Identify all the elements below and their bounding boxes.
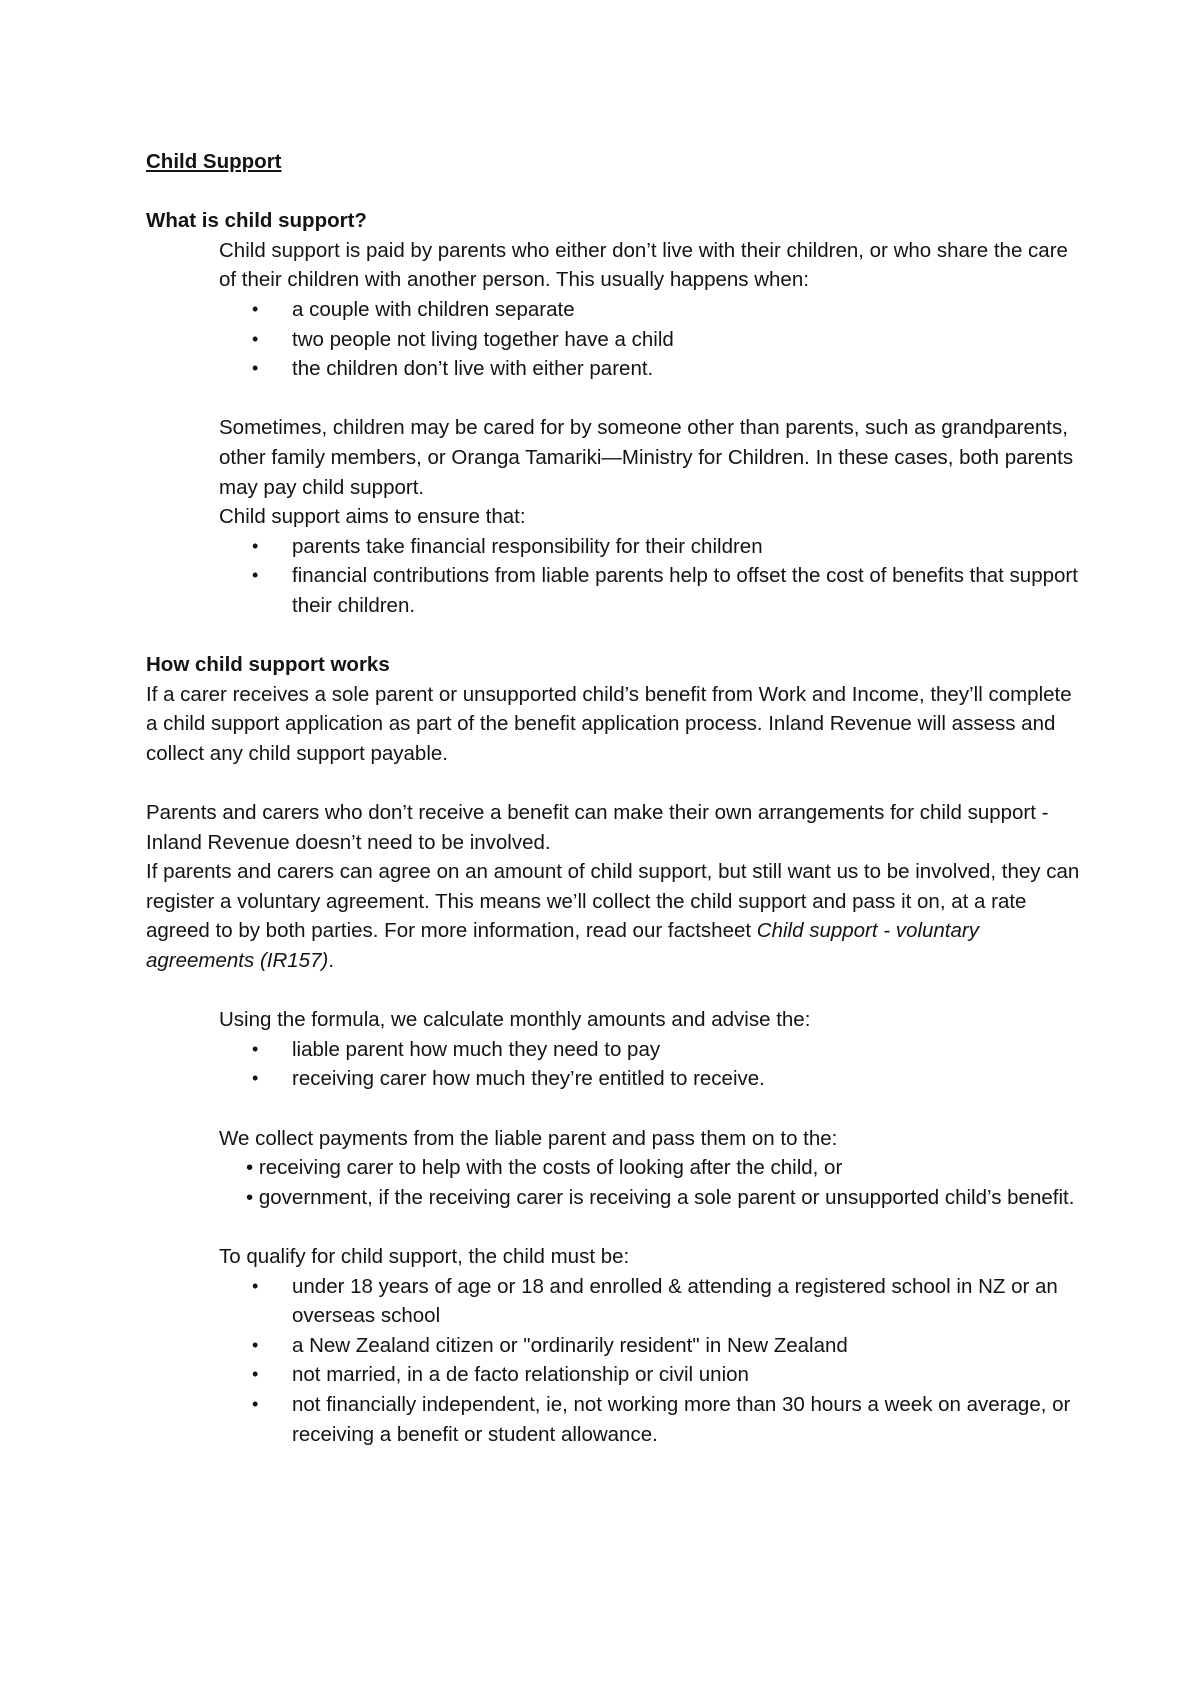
list-item: • government, if the receiving carer is receiving a sole parent or unsupported child’s benefit. (246, 1185, 1075, 1209)
bullet-icon: • (252, 298, 259, 319)
bullet-icon: • (252, 1038, 259, 1059)
bullet-icon: • (252, 565, 259, 586)
document-title: Child Support (146, 150, 282, 173)
voluntary-agreement-paragraph: If parents and carers can agree on an amount of child support, but still want us to be involved, they can register a voluntary agreement. This means we’ll collect the child support and pass it on, at a rate agreed to by both parties. For more information, read our factsheet Child support - voluntary agreements (IR157). (146, 860, 1080, 973)
spacer (146, 621, 1086, 651)
bullet-icon: • (252, 535, 259, 556)
spacer (146, 768, 1086, 798)
aims-intro: Child support aims to ensure that: (219, 505, 526, 529)
heading-what-is-child-support: What is child support? (146, 209, 367, 233)
factsheet-title: Child support - voluntary agreements (IR157) (146, 919, 979, 973)
list-item: • not married, in a de facto relationship or civil union (219, 1360, 1086, 1390)
formula-intro: Using the formula, we calculate monthly amounts and advise the: (219, 1008, 811, 1032)
bullet-icon: • (252, 358, 259, 379)
bullet-icon: • (252, 1275, 259, 1296)
list-item: • parents take financial responsibility for their children (219, 532, 1086, 562)
carers-paragraph: Sometimes, children may be cared for by someone other than parents, such as grandparents, other family members, or Oranga Tamariki—Ministry for Children. In these cases, both parents may pay child support. (219, 416, 1074, 499)
qualify-intro: To qualify for child support, the child must be: (219, 1244, 630, 1268)
intro-paragraph: Child support is paid by parents who either don’t live with their children, or who share the care of their children with another person. This usually happens when: (219, 238, 1068, 292)
qualify-bullet-list (146, 1272, 1086, 1450)
list-item: • not financially independent, ie, not working more than 30 hours a week on average, or receiving a benefit or student allowance. (219, 1390, 1086, 1449)
list-item: • financial contributions from liable parents help to offset the cost of benefits that support their children. (219, 561, 1086, 620)
list-item: • receiving carer how much they’re entitled to receive. (219, 1064, 1086, 1094)
aims-bullet-list (146, 532, 1086, 621)
list-item: • a New Zealand citizen or "ordinarily resident" in New Zealand (219, 1331, 1086, 1361)
spacer (146, 384, 1086, 414)
bullet-icon: • (252, 1334, 259, 1355)
bullet-icon: • (252, 1068, 259, 1089)
bullet-icon: • (252, 328, 259, 349)
list-item: • a couple with children separate (219, 295, 1086, 325)
collect-intro: We collect payments from the liable parent and pass them on to the: (219, 1126, 838, 1150)
own-arrangements-paragraph: Parents and carers who don’t receive a benefit can make their own arrangements for child support - Inland Revenue doesn’t need to be involved. (146, 801, 1049, 854)
spacer (146, 976, 1086, 1006)
heading-how-child-support-works: How child support works (146, 653, 390, 677)
list-item: • two people not living together have a child (219, 325, 1086, 355)
collect-list (146, 1153, 1086, 1212)
benefit-paragraph: If a carer receives a sole parent or unsupported child’s benefit from Work and Income, they’ll complete a child support application as part of the benefit application process. Inland Revenue will assess and collect any child support payable. (146, 682, 1072, 765)
list-item: • receiving carer to help with the costs of looking after the child, or (246, 1156, 843, 1180)
list-item: • liable parent how much they need to pay (219, 1035, 1086, 1065)
bullet-icon: • (252, 1364, 259, 1385)
spacer (146, 1212, 1086, 1242)
list-item: • the children don’t live with either parent. (219, 354, 1086, 384)
list-item: • under 18 years of age or 18 and enrolled & attending a registered school in NZ or an overseas school (219, 1272, 1086, 1331)
bullet-icon: • (252, 1393, 259, 1414)
spacer (146, 1094, 1086, 1124)
when-bullet-list (146, 295, 1086, 384)
formula-bullet-list (146, 1035, 1086, 1094)
document-body (146, 147, 1086, 1449)
